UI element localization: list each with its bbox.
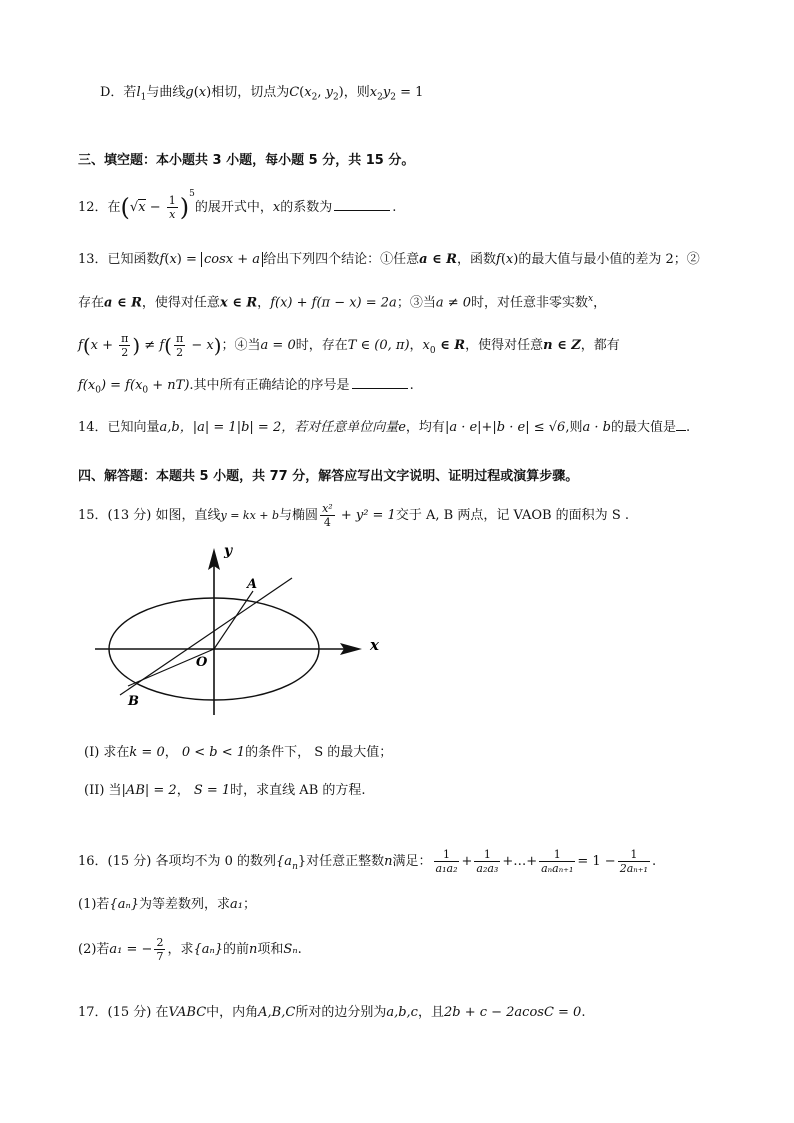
question-17: 17．(15 分) 在VABC中，内角A,B,C所对的边分别为a,b,c，且2b + c − 2acosC = 0. [78,1005,586,1020]
question-16: 16．(15 分) 各项均不为 0 的数列$\{a_n\}$对任意正整数n满足： $\frac{1}{\text{a₁a₂}}$ + $\frac{1}{\text{a₂a₃}}$ +…+ $\frac{1}{\text{aₙaₙ₊₁}}$ = 1 − $\frac{1}{\text{2aₙ₊₁}}$ . [78,848,657,876]
ellipse-figure [90,540,390,720]
question-14: 14．已知向量a,b，|a| = 1|b| = 2，若对任意单位向量e，均有|a · e|+|b · e| ≤ √6,则a · b的最大值是 . [78,420,691,435]
option-d: D．若$l_1$与曲线g(x)相切，切点为$C(x_2$, $y_2$)，则$x_2y_2 = 1$ [100,85,424,103]
question-16-part-1: (1)若{aₙ}为等差数列，求a₁； [78,897,256,912]
label-x: x [370,636,379,654]
label-y: y [224,543,233,559]
question-13-line-2: 存在a ∈ R，使得对任意x ∈ R，f(x) + f(π − x) = 2a；③当a ≠ 0时，对任意非零实数$^x$， [78,294,607,311]
question-13-line-4: $f(x_0) = f(x_0 + nT)$.其中所有正确结论的序号是 . [78,378,414,396]
question-13-line-3: f(x + $\frac{\pi}{2}$ ) ≠ f( $\frac{\pi}{2}$ − x)；④当a = 0时，存在T ∈ (0, π)，$x_0$ ∈ R，使得对任意n ∈ Z，都有 [78,332,620,360]
question-13-line-1: 13．已知函数f(x) = cosx + a 给出下列四个结论：①任意a ∈ R，函数f(x)的最大值与最小值的差为 2；② [78,252,700,267]
section-3-title: 三、填空题：本小题共 3 小题，每小题 5 分，共 15 分。 [78,153,415,168]
label-a: A [247,577,258,592]
question-15: 15．(13 分) 如图，直线y = kx + b与椭圆 $\frac{\text{x²}}{4}$ + y² = 1交于 A, B 两点，记 VAOB 的面积为 S . [78,502,629,530]
question-15-part-1: (I) 求在k = 0， 0 < b < 1的条件下， S 的最大值； [84,745,393,760]
segment-oa [214,591,253,649]
question-15-part-2: (II) 当|AB| = 2， S = 1时，求直线 AB 的方程. [84,783,366,798]
label-b: B [128,694,139,709]
line-l [120,578,292,695]
section-4-title: 四、解答题：本题共 5 小题，共 77 分，解答应写出文字说明、证明过程或演算步骤。 [78,469,579,484]
label-o: O [196,655,208,670]
question-16-part-2: (2)若a₁ = − $\frac{2}{7}$ ，求{aₙ}的前n项和Sₙ. [78,936,302,964]
question-12: 12．在(√x − $\frac{1}{x}$ )$^5$的展开式中，x的系数为 . [78,188,397,222]
